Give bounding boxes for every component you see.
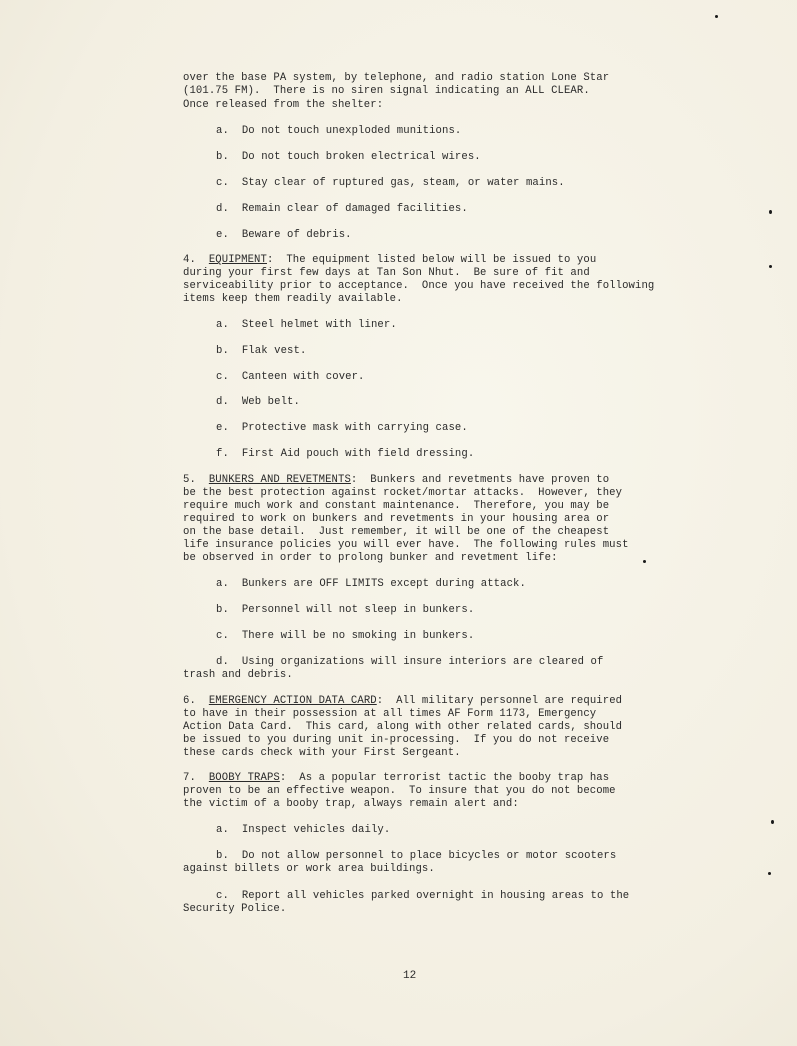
scan-speck [771,820,774,824]
list-item: c. Stay clear of ruptured gas, steam, or water mains. [216,177,565,189]
section-line: proven to be an effective weapon. To insure that you do not become [183,785,616,797]
list-item: b. Do not allow personnel to place bicycles or motor scooters [216,850,617,862]
section-heading-equipment: EQUIPMENT [208,254,267,266]
section-line: be issued to you during unit in-processing. If you do not receive [183,734,610,746]
section-line: during your first few days at Tan Son Nhut. Be sure of fit and [183,267,590,279]
section-line: require much work and constant maintenance. Therefore, you may be [183,500,610,512]
list-item-continuation: Security Police. [183,903,287,915]
intro-line: over the base PA system, by telephone, and radio station Lone Star [183,72,610,84]
scan-speck [715,15,718,18]
list-item: a. Bunkers are OFF LIMITS except during attack. [216,578,526,590]
list-item: b. Do not touch broken electrical wires. [216,151,481,163]
section-number: 5. [183,474,196,486]
intro-line: Once released from the shelter: [183,99,384,111]
section-line: required to work on bunkers and revetments in your housing area or [183,513,610,525]
list-item: e. Protective mask with carrying case. [216,422,468,434]
scan-speck [769,210,772,214]
section-line: these cards check with your First Sergeant. [183,747,461,759]
section-line: be observed in order to prolong bunker and revetment life: [183,552,558,564]
list-item: a. Do not touch unexploded munitions. [216,125,462,137]
section-number: 6. [183,695,196,707]
list-item: d. Web belt. [216,396,300,408]
section-heading-bunkers: BUNKERS AND REVETMENTS [208,474,351,486]
list-item-continuation: trash and debris. [183,669,293,681]
section-line: the victim of a booby trap, always remain alert and: [183,798,519,810]
list-item-continuation: against billets or work area buildings. [183,863,435,875]
section-heading-emergency: EMERGENCY ACTION DATA CARD [208,695,377,707]
section-text: : All military personnel are required [376,695,623,707]
section-line: serviceability prior to acceptance. Once you have received the following [183,280,655,292]
scan-speck [768,872,771,875]
section-number: 7. [183,772,196,784]
scan-speck [769,265,772,268]
section-line: on the base detail. Just remember, it will be one of the cheapest [183,526,610,538]
section-equipment-first-line [183,254,596,267]
list-item: e. Beware of debris. [216,229,352,241]
section-line: be the best protection against rocket/mortar attacks. However, they [183,487,623,499]
list-item: d. Remain clear of damaged facilities. [216,203,468,215]
section-line: to have in their possession at all times AF Form 1173, Emergency [183,708,597,720]
intro-line: (101.75 FM). There is no siren signal indicating an ALL CLEAR. [183,85,590,97]
section-heading-booby-traps: BOOBY TRAPS [208,772,280,784]
list-item: a. Steel helmet with liner. [216,319,397,331]
section-emergency-first-line [183,695,622,708]
section-line: items keep them readily available. [183,293,403,305]
section-line: Action Data Card. This card, along with other related cards, should [183,721,623,733]
list-item: f. First Aid pouch with field dressing. [216,448,475,460]
list-item: c. Canteen with cover. [216,371,365,383]
list-item: c. There will be no smoking in bunkers. [216,630,475,642]
list-item: a. Inspect vehicles daily. [216,824,391,836]
section-line: life insurance policies you will ever have. The following rules must [183,539,629,551]
section-number: 4. [183,254,196,266]
section-text: : As a popular terrorist tactic the booby trap has [279,772,610,784]
list-item: b. Flak vest. [216,345,307,357]
page-number: 12 [403,970,417,982]
list-item: b. Personnel will not sleep in bunkers. [216,604,475,616]
section-text: : The equipment listed below will be issued to you [266,254,597,266]
section-booby-first-line [183,772,609,785]
section-text: : Bunkers and revetments have proven to [350,474,610,486]
scan-speck [643,560,646,563]
section-bunkers-first-line [183,474,609,487]
list-item: d. Using organizations will insure interiors are cleared of [216,656,604,668]
list-item: c. Report all vehicles parked overnight in housing areas to the [216,890,630,902]
